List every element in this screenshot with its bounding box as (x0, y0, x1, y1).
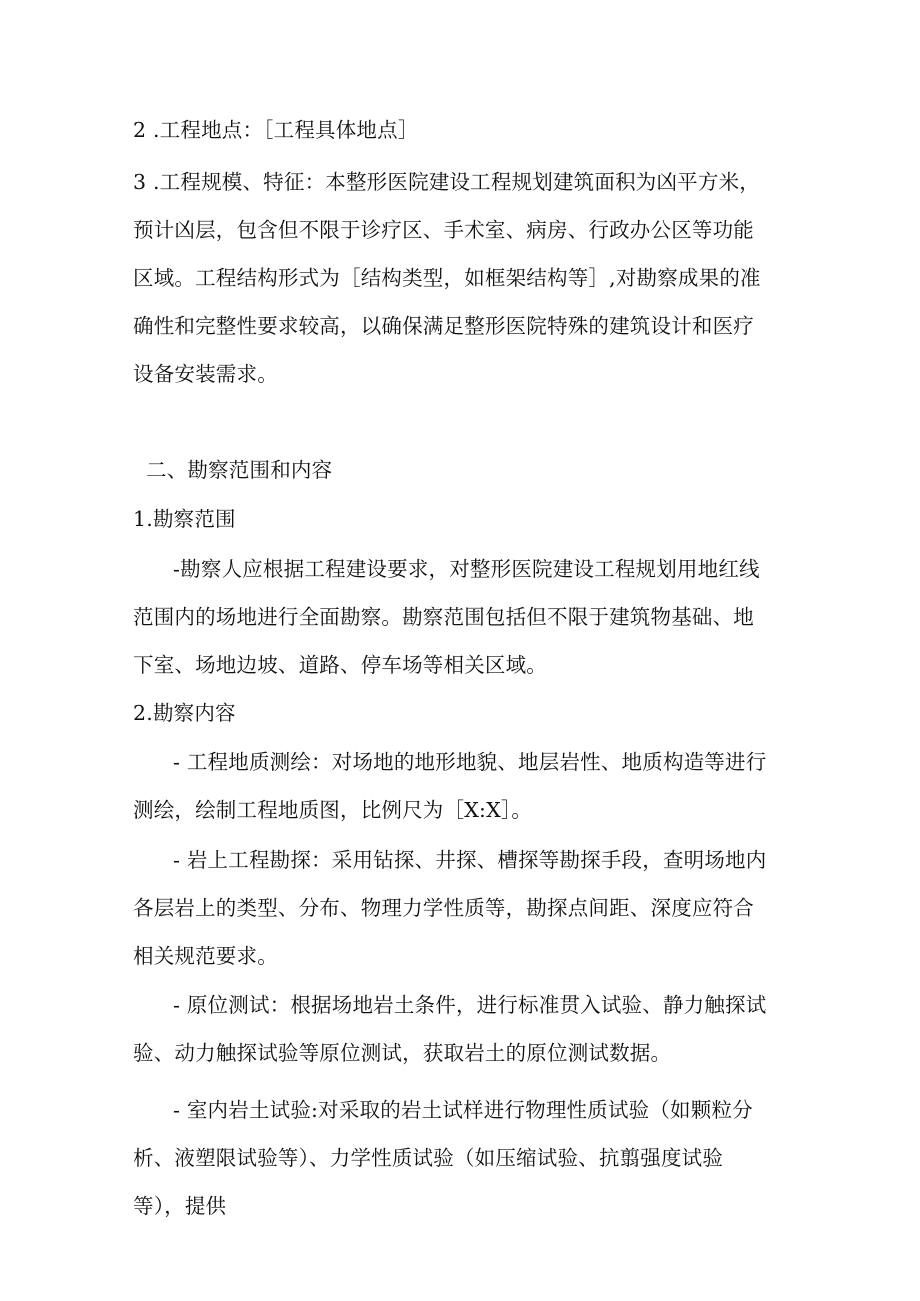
paragraph-geotechnical-exploration: - 岩上工程勘探：采用钻探、井探、槽探等勘探手段，查明场地内各层岩上的类型、分布、物理力学性质等，勘探点间距、深度应符合相关规范要求。 (133, 848, 767, 968)
paragraph-laboratory-testing: - 室内岩土试验:对采取的岩土试样进行物理性质试验（如颗粒分析、液塑限试验等）、力学性质试验（如压缩试验、抗翦强度试验等），提供 (133, 1098, 753, 1218)
section-heading-survey-scope: 二、勘察范围和内容 (146, 458, 333, 482)
paragraph-project-scale: 3 .工程规模、特征：本整形医院建设工程规划建筑面积为凶平方米，预计凶层，包含但不限于诊疗区、手术室、病房、行政办公区等功能区域。工程结构形式为［结构类型，如框架结构等］,对勘察成果的准确性和完整性要求较高，以确保满足整形医院特殊的建筑设计和医疗设备安装需求。 (133, 170, 761, 386)
paragraph-survey-range: -勘察人应根据工程建设要求，对整形医院建设工程规划用地红线范围内的场地进行全面勘察。勘察范围包括但不限于建筑物基础、地下室、场地边坡、道路、停车场等相关区域。 (133, 557, 760, 677)
paragraph-project-location: 2 .工程地点：［工程具体地点］ (133, 118, 419, 142)
paragraph-geological-mapping: - 工程地质测绘：对场地的地形地貌、地层岩性、地质构造等进行测绘，绘制工程地质图，比例尺为［X:X］。 (133, 750, 767, 822)
subheading-survey-range: 1.勘察范围 (133, 507, 236, 531)
subheading-survey-content: 2.勘察内容 (133, 701, 236, 725)
paragraph-in-situ-testing: - 原位测试：根据场地岩土条件，进行标准贯入试验、静力触探试验、动力触探试验等原位测试，获取岩土的原位测试数据。 (133, 993, 767, 1065)
